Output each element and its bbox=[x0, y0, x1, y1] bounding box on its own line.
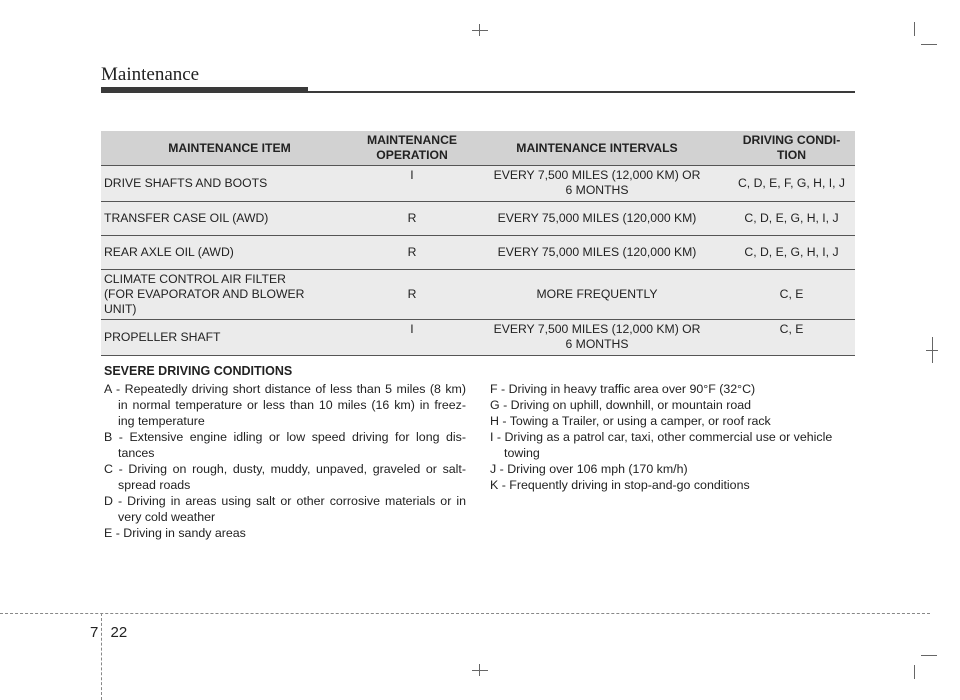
interval-cell: MORE FREQUENTLY bbox=[466, 270, 728, 320]
severe-conditions-heading: SEVERE DRIVING CONDITIONS bbox=[104, 364, 293, 378]
condition-a: A - Repeatedly driving short distance of less than 5 miles (8 km) in normal temperature or less than 10 miles (16 km) in freez-ing temperature bbox=[104, 382, 466, 428]
header-rule-thin bbox=[308, 91, 855, 93]
chapter-number: 7 bbox=[90, 624, 99, 641]
severe-conditions-right-column bbox=[490, 381, 856, 493]
operation-cell: R bbox=[358, 202, 466, 236]
table-row bbox=[101, 236, 855, 270]
item-cell: DRIVE SHAFTS AND BOOTS bbox=[101, 166, 358, 202]
condition-e: E - Driving in sandy areas bbox=[104, 526, 246, 540]
table-row bbox=[101, 320, 855, 356]
condition-k: K - Frequently driving in stop-and-go conditions bbox=[490, 478, 750, 492]
condition-cell: C, E bbox=[728, 320, 855, 356]
header-maintenance-intervals: MAINTENANCE INTERVALS bbox=[466, 131, 728, 166]
header-maintenance-operation: MAINTENANCE OPERATION bbox=[358, 131, 466, 166]
table-row bbox=[101, 166, 855, 202]
condition-cell: C, D, E, G, H, I, J bbox=[728, 236, 855, 270]
table-header-row bbox=[101, 131, 855, 166]
condition-cell: C, E bbox=[728, 270, 855, 320]
crop-mark-top-h bbox=[472, 30, 488, 31]
table-row bbox=[101, 202, 855, 236]
page-section-title: Maintenance bbox=[101, 64, 200, 85]
crop-mark-right-h bbox=[926, 350, 938, 351]
page-number bbox=[90, 624, 127, 641]
interval-cell: EVERY 75,000 MILES (120,000 KM) bbox=[466, 236, 728, 270]
condition-i: I - Driving as a patrol car, taxi, other commercial use or vehicle towing bbox=[490, 430, 833, 460]
interval-cell: EVERY 75,000 MILES (120,000 KM) bbox=[466, 202, 728, 236]
interval-cell: EVERY 7,500 MILES (12,000 KM) OR 6 MONTHS bbox=[466, 166, 728, 202]
condition-g: G - Driving on uphill, downhill, or mountain road bbox=[490, 398, 752, 412]
table-row bbox=[101, 270, 855, 320]
condition-f: F - Driving in heavy traffic area over 90°F (32°C) bbox=[490, 382, 756, 396]
condition-cell: C, D, E, F, G, H, I, J bbox=[728, 166, 855, 202]
item-cell: TRANSFER CASE OIL (AWD) bbox=[101, 202, 358, 236]
footer-rule bbox=[0, 613, 930, 614]
crop-mark-tr-v bbox=[914, 22, 915, 36]
condition-cell: C, D, E, G, H, I, J bbox=[728, 202, 855, 236]
condition-j: J - Driving over 106 mph (170 km/h) bbox=[490, 462, 688, 476]
page-number-value: 22 bbox=[110, 624, 128, 641]
condition-c: C - Driving on rough, dusty, muddy, unpaved, graveled or salt-spread roads bbox=[104, 462, 466, 492]
item-cell: PROPELLER SHAFT bbox=[101, 320, 358, 356]
condition-b: B - Extensive engine idling or low speed driving for long dis-tances bbox=[104, 430, 466, 460]
operation-cell: R bbox=[358, 270, 466, 320]
header-driving-condition: DRIVING CONDI- TION bbox=[728, 131, 855, 166]
crop-mark-bottom-h bbox=[472, 670, 488, 671]
item-cell: CLIMATE CONTROL AIR FILTER (FOR EVAPORATOR AND BLOWER UNIT) bbox=[101, 270, 358, 320]
maintenance-table bbox=[101, 131, 855, 356]
operation-cell: R bbox=[358, 236, 466, 270]
header-rule-thick bbox=[101, 87, 308, 93]
item-cell: REAR AXLE OIL (AWD) bbox=[101, 236, 358, 270]
crop-mark-br-h bbox=[921, 655, 937, 656]
crop-mark-br-v bbox=[914, 665, 915, 679]
operation-cell: I bbox=[358, 166, 466, 202]
crop-mark-tr-h bbox=[921, 44, 937, 45]
condition-d: D - Driving in areas using salt or other corrosive materials or in very cold weather bbox=[104, 494, 466, 524]
severe-conditions-left-column bbox=[104, 381, 466, 541]
header-maintenance-item: MAINTENANCE ITEM bbox=[101, 131, 358, 166]
interval-cell: EVERY 7,500 MILES (12,000 KM) OR 6 MONTHS bbox=[466, 320, 728, 356]
condition-h: H - Towing a Trailer, or using a camper, or roof rack bbox=[490, 414, 771, 428]
operation-cell: I bbox=[358, 320, 466, 356]
